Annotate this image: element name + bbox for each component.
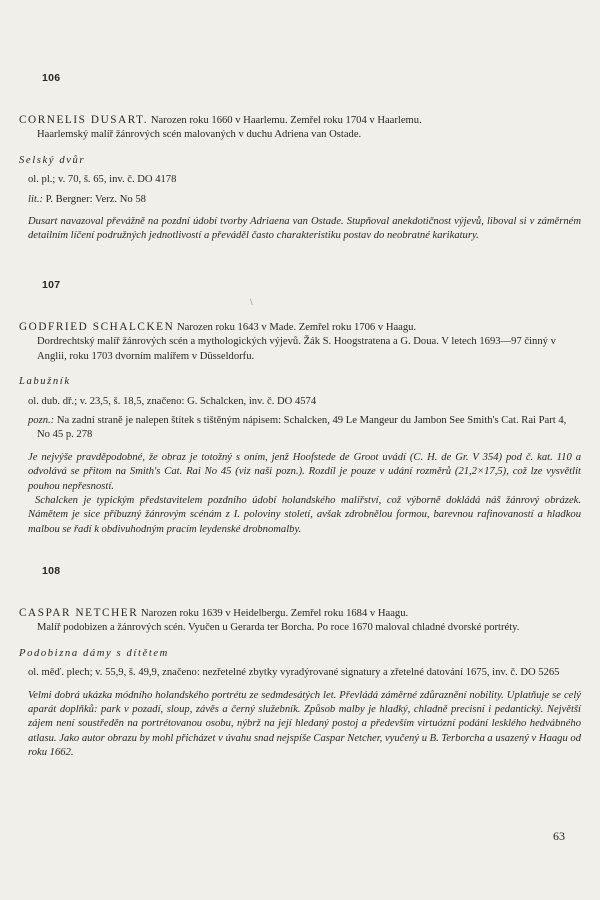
artist-bio: Malíř podobizen a žánrových scén. Vyučen u Gerarda ter Borcha. Po roce 1670 maloval chladné dvorské portréty. [37,622,520,634]
catalog-entry-107 [19,279,581,537]
catalog-entry-108 [19,565,581,761]
entry-note: Dusart navazoval převážně na pozdní údobí tvorby Adriaena van Ostade. Stupňoval anekdotičnost výjevů, liboval si v záměrném detailním líčení podružných jednotlivostí a převáděl často charakteristiku postav do neobratné karikatury. [28,216,581,242]
stray-mark: \ [250,297,253,307]
artist-line [19,320,581,335]
artist-line [19,113,581,128]
literature-label: lit.: [28,193,44,205]
artist-bio-dates: Narozen roku 1660 v Haarlemu. Zemřel roku 1704 v Haarlemu. [150,115,422,126]
artwork-details: ol. pl.; v. 70, š. 65, inv. č. DO 4178 [28,174,177,186]
page-number: 63 [553,829,565,843]
annotation-label: pozn.: [28,415,55,427]
entry-note: Je nejvýše pravděpodobné, že obraz je totožný s oním, jenž Hoofstede de Groot uvádí (C. H. de Gr. V 354) pod č. kat. 110 a odvolává se přitom na Smith's Cat. Rai No 45 (viz naši pozn.). Rozdíl je pouze v udání rozměrů (21,2×17,5), což lze vysvětlit pouhou nepřesností. [28,451,581,492]
artwork-title: Selský dvůr [19,154,86,166]
entry-number: 108 [42,565,61,577]
entry-number: 106 [42,72,61,84]
artwork-details: ol. měď. plech; v. 55,9, š. 49,9, značeno: nezřetelné zbytky vyradýrované signatury a zřetelné datování 1675, inv. č. DO 5265 [28,667,560,679]
entry-number: 107 [42,279,61,291]
artist-name: GODFRIED SCHALCKEN [19,321,175,333]
artwork-details: ol. dub. dř.; v. 23,5, š. 18,5, značeno: G. Schalcken, inv. č. DO 4574 [28,395,317,407]
artwork-title: Labužník [19,376,71,388]
literature-line [19,193,581,207]
artist-bio: Dordrechtský malíř žánrových scén a mythologických výjevů. Žák S. Hoogstratena a G. Doua. V letech 1693—97 činný v Anglii, roku 1703 dvorním malířem v Düsseldorfu. [37,336,556,362]
artist-bio-dates: Narozen roku 1639 v Heidelbergu. Zemřel roku 1684 v Haagu. [140,608,409,619]
artwork-title: Podobizna dámy s dítětem [19,647,169,659]
annotation-line [19,414,581,443]
literature-text: P. Bergner: Verz. No 58 [45,193,146,205]
artist-line [19,606,581,621]
artist-name: CASPAR NETCHER [19,607,139,619]
artist-bio: Haarlemský malíř žánrových scén malovaných v duchu Adriena van Ostade. [37,129,362,141]
artist-name: CORNELIS DUSART. [19,114,149,126]
annotation-text: Na zadní straně je nalepen štítek s tištěným nápisem: Schalcken, 49 Le Mangeur du Jambon See Smith's Cat. Rai Part 4, No 45 p. 278 [37,415,567,441]
artist-bio-dates: Narozen roku 1643 v Made. Zemřel roku 1706 v Haagu. [176,322,417,333]
entry-note-continued: Schalcken je typickým představitelem pozdního údobí holandského malířství, což výborně dokládá náš žánrový obrázek. Námětem je sice příbuzný žánrovým scénám z I. poloviny století, avšak zdrobnělou formou, barevnou rafinovaností a hladkou malbou se řadí k obdivuhodným pracím leydenské drobnomalby. [28,495,581,535]
catalog-entry-106 [19,72,581,244]
entry-note: Velmi dobrá ukázka módního holandského portrétu ze sedmdesátých let. Převládá záměrné zdůraznění nobility. Uplatňuje se celý aparát doplňků: park v pozadí, sloup, závěs a černý služebník. Způsob malby je hladký, chladně precisní i pedantický. Největší zájem není soustředěn na portrétovanou osobu, nýbrž na její hledaný postoj a především virtuózní podání lesklého hedvábného atlasu. Jako autor obrazu by mohl přicházet v úvahu snad nejspíše Caspar Netcher, vyučený u B. Terborcha a usazený v Haagu od roku 1662. [28,689,581,759]
